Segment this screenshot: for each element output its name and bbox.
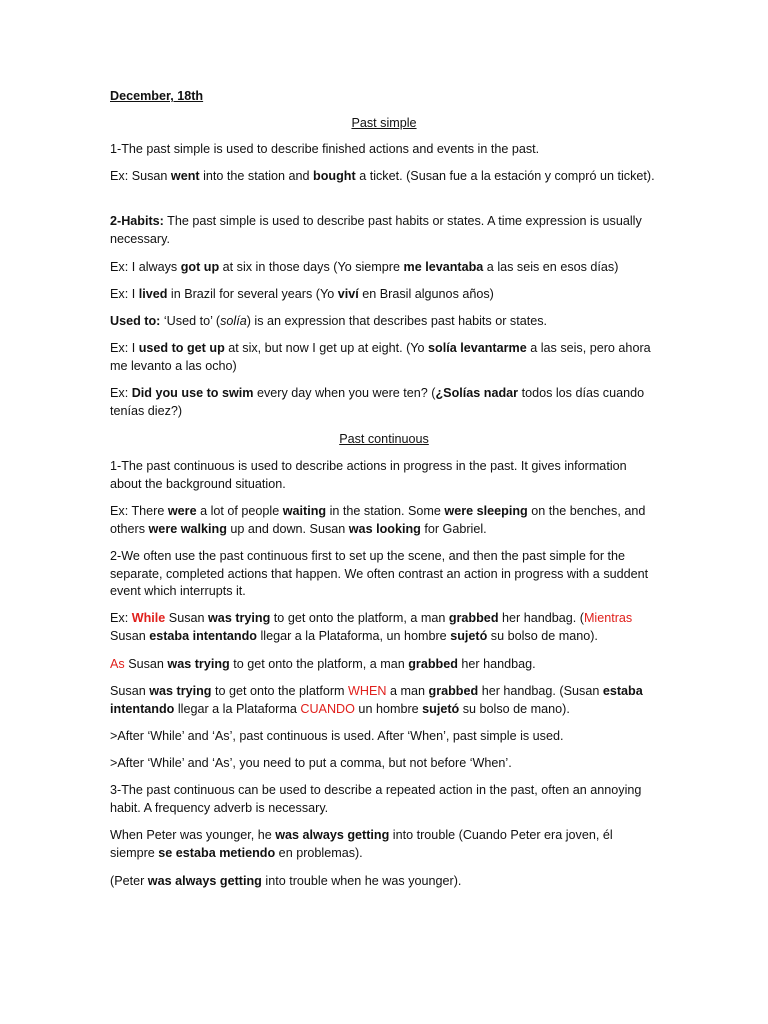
section-title-past-simple: Past simple xyxy=(351,116,417,130)
paragraph-8: Ex: Did you use to swim every day when you were ten? (¿Solías nadar todos los días cuando tenías diez?) xyxy=(110,386,645,418)
paragraph-12: Ex: While Susan was trying to get onto the platform, a man grabbed her handbag. (Mientras Susan estaba intentando llegar a la Plataforma, un hombre sujetó su bolso de mano). xyxy=(110,611,633,643)
paragraph-10: Ex: There were a lot of people waiting in the station. Some were sleeping on the benches, and others were walking up and down. Susan was looking for Gabriel. xyxy=(110,504,646,536)
paragraph-2: Ex: Susan went into the station and bought a ticket. (Susan fue a la estación y compró un ticket). xyxy=(110,169,655,183)
paragraph-4: Ex: I always got up at six in those days (Yo siempre me levantaba a las seis en esos días) xyxy=(110,260,619,274)
paragraph-11: 2-We often use the past continuous first to set up the scene, and then the past simple for the separate, completed actions that happen. We often contrast an action in progress with a suddent event which interrupts it. xyxy=(110,549,649,598)
paragraph-3: 2-Habits: The past simple is used to describe past habits or states. A time expression is usually necessary. xyxy=(110,214,642,246)
paragraph-19: (Peter was always getting into trouble when he was younger). xyxy=(110,874,462,888)
document-date: December, 18th xyxy=(110,89,204,103)
paragraph-1: 1-The past simple is used to describe finished actions and events in the past. xyxy=(110,142,540,156)
paragraph-17: 3-The past continuous can be used to describe a repeated action in the past, often an annoying habit. A frequency adverb is necessary. xyxy=(110,783,642,815)
paragraph-18: When Peter was younger, he was always getting into trouble (Cuando Peter era joven, él siempre se estaba metiendo en problemas). xyxy=(110,828,613,860)
paragraph-15: >After ‘While’ and ‘As’, past continuous is used. After ‘When’, past simple is used. xyxy=(110,729,564,743)
paragraph-9: 1-The past continuous is used to describe actions in progress in the past. It gives information about the background situation. xyxy=(110,459,627,491)
paragraph-5: Ex: I lived in Brazil for several years (Yo viví en Brasil algunos años) xyxy=(110,287,494,301)
paragraph-6: Used to: ‘Used to’ (solía) is an expression that describes past habits or states. xyxy=(110,314,548,328)
paragraph-13: As Susan was trying to get onto the platform, a man grabbed her handbag. xyxy=(110,657,536,671)
section-title-past-continuous: Past continuous xyxy=(339,432,429,446)
paragraph-14: Susan was trying to get onto the platform WHEN a man grabbed her handbag. (Susan estaba intentando llegar a la Plataforma CUANDO un hombre sujetó su bolso de mano). xyxy=(110,684,643,716)
paragraph-7: Ex: I used to get up at six, but now I get up at eight. (Yo solía levantarme a las seis, pero ahora me levanto a las ocho) xyxy=(110,341,651,373)
paragraph-16: >After ‘While’ and ‘As’, you need to put a comma, but not before ‘When’. xyxy=(110,756,512,770)
